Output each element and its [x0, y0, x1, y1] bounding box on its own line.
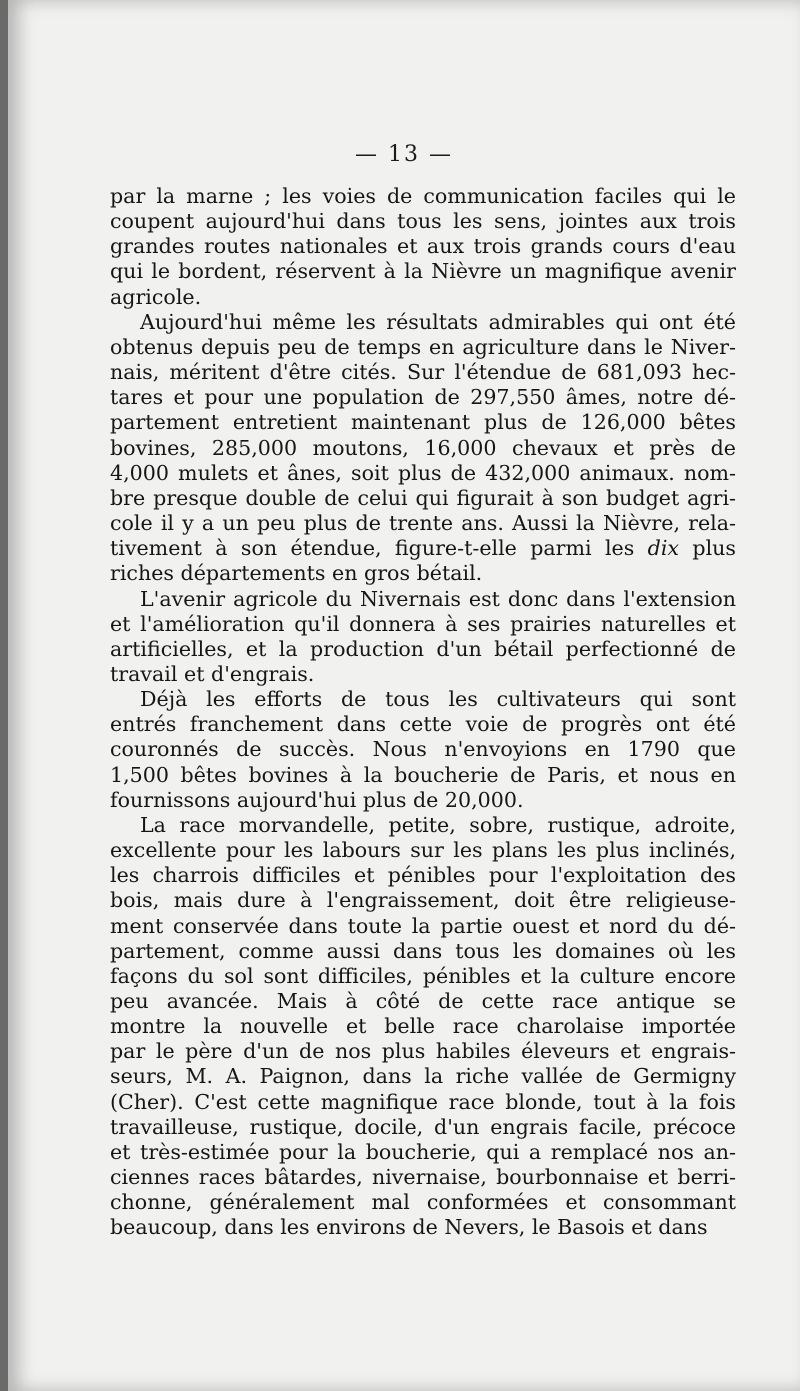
paragraph	[110, 310, 736, 587]
book-page	[8, 0, 800, 1391]
text-line: artificielles, et la production d'un bétail perfectionné de	[110, 636, 736, 661]
paragraph	[110, 687, 736, 813]
text-line: par le père d'un de nos plus habiles éleveurs et engrais-	[110, 1039, 736, 1064]
text-line: qui le bordent, réservent à la Nièvre un magnifique avenir	[110, 259, 736, 284]
text-line: partement, comme aussi dans tous les domaines où les	[110, 938, 736, 963]
text-line: Aujourd'hui même les résultats admirables qui ont été	[140, 309, 736, 334]
text-line: grandes routes nationales et aux trois grands cours d'eau	[110, 234, 736, 259]
text-line: cole il y a un peu plus de trente ans. Aussi la Nièvre, rela-	[110, 511, 736, 536]
text-line: fournissons aujourd'hui plus de 20,000.	[110, 787, 524, 812]
text-line: nais, méritent d'être cités. Sur l'étendue de 681,093 hec-	[110, 360, 736, 385]
text-line: 1,500 bêtes bovines à la boucherie de Paris, et nous en	[110, 762, 736, 787]
text-line: agricole.	[110, 284, 202, 309]
text-line: beaucoup, dans les environs de Nevers, le Basois et dans	[110, 1215, 708, 1240]
page-number: — 13 —	[355, 142, 453, 167]
text-line: tivement à son étendue, figure-t-elle parmi les dix plus	[110, 536, 736, 561]
text-line: L'avenir agricole du Nivernais est donc dans l'extension	[140, 586, 736, 611]
text-line: bovines, 285,000 moutons, 16,000 chevaux et près de	[110, 435, 736, 460]
text-line: riches départements en gros bétail.	[110, 561, 483, 586]
text-line: et l'amélioration qu'il donnera à ses prairies naturelles et	[110, 611, 736, 636]
text-line: partement entretient maintenant plus de 126,000 bêtes	[110, 410, 736, 435]
text-line: obtenus depuis peu de temps en agriculture dans le Niver-	[110, 334, 736, 359]
text-line: bre presque double de celui qui figurait à son budget agri-	[110, 485, 736, 510]
text-line: couronnés de succès. Nous n'envoyions en 1790 que	[110, 737, 736, 762]
text-line: les charrois difficiles et pénibles pour l'exploitation des	[110, 863, 736, 888]
text-line: ment conservée dans toute la partie ouest et nord du dé-	[110, 913, 736, 938]
text-line: entrés franchement dans cette voie de progrès ont été	[110, 712, 736, 737]
text-line: tares et pour une population de 297,550 âmes, notre dé-	[110, 385, 736, 410]
text-line: excellente pour les labours sur les plans les plus inclinés,	[110, 838, 736, 863]
paragraph	[110, 184, 736, 310]
text-line: peu avancée. Mais à côté de cette race antique se	[110, 989, 736, 1013]
text-line: montre la nouvelle et belle race charolaise importée	[110, 1014, 736, 1039]
text-line: 4,000 mulets et ânes, soit plus de 432,000 animaux. nom-	[110, 460, 736, 485]
text-line: coupent aujourd'hui dans tous les sens, jointes aux trois	[110, 209, 736, 234]
paragraph	[110, 813, 736, 1241]
paragraph	[110, 587, 736, 688]
text-line: travail et d'engrais.	[110, 661, 315, 686]
text-line: La race morvandelle, petite, sobre, rustique, adroite,	[140, 812, 736, 837]
text-line: seurs, M. A. Paignon, dans la riche vallée de Germigny	[110, 1064, 736, 1089]
text-line: façons du sol sont difficiles, pénibles et la culture encore	[110, 963, 736, 988]
text-line: par la marne ; les voies de communication faciles qui le	[110, 184, 736, 208]
text-line: ciennes races bâtardes, nivernaise, bourbonnaise et berri-	[110, 1165, 736, 1190]
text-line: et très-estimée pour la boucherie, qui a remplacé nos an-	[110, 1139, 736, 1164]
text-line: Déjà les efforts de tous les cultivateurs qui sont	[140, 687, 736, 712]
text-line: travailleuse, rustique, docile, d'un engrais facile, précoce	[110, 1114, 736, 1139]
body-text	[110, 184, 736, 1241]
text-line: bois, mais dure à l'engraissement, doit être religieuse-	[110, 888, 736, 913]
text-line: chonne, généralement mal conformées et consommant	[110, 1190, 736, 1215]
text-line: (Cher). C'est cette magnifique race blonde, tout à la fois	[110, 1089, 736, 1114]
emphasized-word: dix	[647, 536, 680, 561]
